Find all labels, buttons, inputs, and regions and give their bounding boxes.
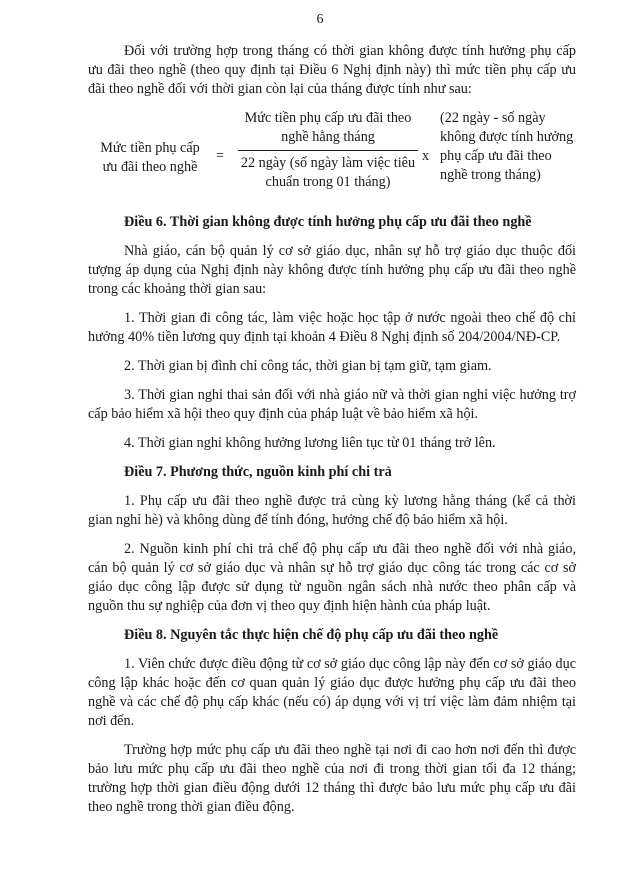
- formula-right: (22 ngày - số ngày không được tính hưởng phụ cấp ưu đãi theo nghề trong tháng): [440, 110, 574, 183]
- article-7-item: 1. Phụ cấp ưu đãi theo nghề được trả cùng kỳ lương hằng tháng (kể cả thời gian nghỉ hè) và không dùng để tính đóng, hưởng chế độ bảo hiểm xã hội.: [88, 493, 576, 528]
- article-6-title: Điều 6. Thời gian không được tính hưởng phụ cấp ưu đãi theo nghề: [124, 214, 532, 230]
- formula: [88, 109, 576, 201]
- article-6-item: 3. Thời gian nghỉ thai sản đối với nhà giáo nữ và thời gian nghỉ việc hưởng trợ cấp bảo hiểm xã hội theo quy định của pháp luật về bảo hiểm xã hội.: [88, 387, 576, 422]
- document-body: [88, 42, 576, 827]
- formula-times: x: [422, 148, 430, 164]
- article-8-title: Điều 8. Nguyên tắc thực hiện chế độ phụ cấp ưu đãi theo nghề: [124, 627, 499, 643]
- article-8-item: Trường hợp mức phụ cấp ưu đãi theo nghề tại nơi đi cao hơn nơi đến thì được bảo lưu mức phụ cấp ưu đãi theo nghề của nơi đi trong thời gian tối đa 12 tháng; trường hợp thời gian điều động dưới 12 tháng thì được bảo lưu mức phụ cấp ưu đãi theo nghề trong thời gian điều động.: [88, 742, 576, 815]
- formula-left: Mức tiền phụ cấp ưu đãi theo nghề: [100, 140, 200, 175]
- article-6-item: 1. Thời gian đi công tác, làm việc hoặc học tập ở nước ngoài theo chế độ chỉ hưởng 40% tiền lương quy định tại khoản 4 Điều 8 Nghị định số 204/2004/NĐ-CP.: [88, 310, 576, 345]
- formula-denominator: 22 ngày (số ngày làm việc tiêu chuẩn trong 01 tháng): [240, 155, 416, 190]
- page-number: 6: [316, 12, 324, 27]
- formula-fraction: [238, 109, 418, 192]
- formula-numerator: Mức tiền phụ cấp ưu đãi theo nghề hằng tháng: [244, 110, 412, 145]
- article-8-item: 1. Viên chức được điều động từ cơ sở giáo dục công lập này đến cơ sở giáo dục công lập khác hoặc đến cơ quan quản lý giáo dục được hưởng phụ cấp ưu đãi theo nghề và các chế độ phụ cấp khác (nếu có) áp dụng với vị trí việc làm đảm nhiệm tại nơi đến.: [88, 656, 576, 729]
- intro-paragraph: Đối với trường hợp trong tháng có thời gian không được tính hưởng phụ cấp ưu đãi theo nghề (theo quy định tại Điều 6 Nghị định này) thì mức tiền phụ cấp ưu đãi theo nghề đối với thời gian còn lại của tháng được tính như sau:: [88, 43, 576, 97]
- article-6-item: 2. Thời gian bị đình chỉ công tác, thời gian bị tạm giữ, tạm giam.: [124, 358, 492, 374]
- article-6-item: 4. Thời gian nghỉ không hưởng lương liên tục từ 01 tháng trở lên.: [124, 435, 496, 451]
- formula-equals: =: [216, 148, 225, 164]
- fraction-bar: [238, 150, 418, 151]
- article-6-intro: Nhà giáo, cán bộ quản lý cơ sở giáo dục, nhân sự hỗ trợ giáo dục thuộc đối tượng áp dụng của Nghị định này không được tính hưởng phụ cấp ưu đãi theo nghề trong các khoảng thời gian sau:: [88, 243, 576, 297]
- article-7-item: 2. Nguồn kinh phí chi trả chế độ phụ cấp ưu đãi theo nghề đối với nhà giáo, cán bộ quản lý cơ sở giáo dục và nhân sự hỗ trợ giáo dục công tác trong các cơ sở giáo dục công lập được sử dụng từ nguồn ngân sách nhà nước theo phân cấp và nguồn thu sự nghiệp của đơn vị theo quy định hiện hành của pháp luật.: [88, 541, 576, 614]
- article-7-title: Điều 7. Phương thức, nguồn kinh phí chi trả: [124, 464, 392, 480]
